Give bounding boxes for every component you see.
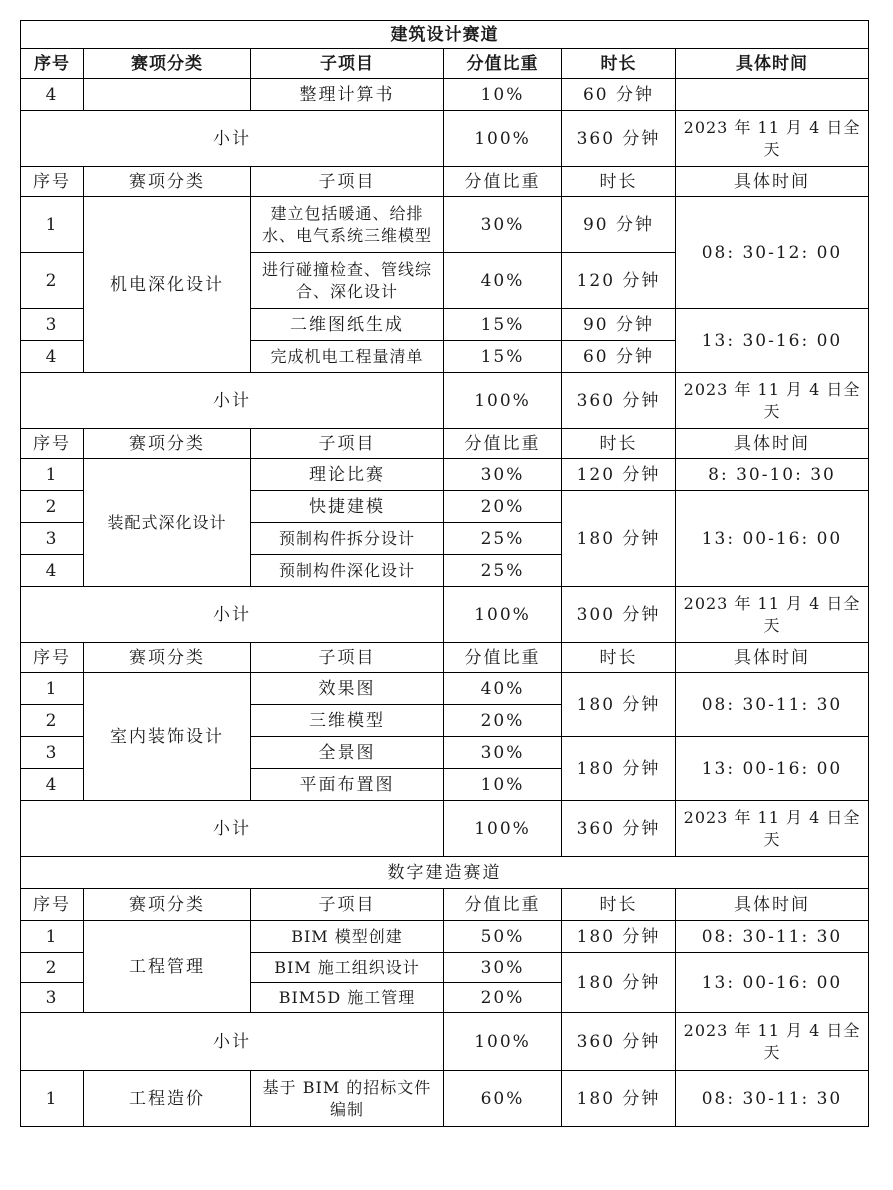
subtotal-label: 小计	[21, 587, 444, 643]
header-duration: 时长	[562, 49, 676, 79]
cell-seq: 4	[21, 79, 84, 111]
table-row	[21, 1071, 869, 1127]
subtotal-label: 小计	[21, 373, 444, 429]
cell-subitem: 预制构件深化设计	[251, 555, 444, 587]
cell-time: 13: 00-16: 00	[676, 491, 869, 587]
cell-duration: 180 分钟	[562, 673, 676, 737]
cell-weight: 30%	[444, 953, 562, 983]
cell-weight: 25%	[444, 523, 562, 555]
cell-weight: 30%	[444, 737, 562, 769]
cell-duration: 180 分钟	[562, 953, 676, 1013]
cell-time: 08: 30-11: 30	[676, 673, 869, 737]
cell-seq: 2	[21, 253, 84, 309]
header-weight: 分值比重	[444, 889, 562, 921]
cell-subitem: 建立包括暖通、给排水、电气系统三维模型	[251, 197, 444, 253]
cell-duration: 120 分钟	[562, 253, 676, 309]
cell-seq: 1	[21, 197, 84, 253]
cell-duration: 60 分钟	[562, 341, 676, 373]
subtotal-row	[21, 587, 869, 643]
cell-time: 8: 30-10: 30	[676, 459, 869, 491]
subtotal-row	[21, 801, 869, 857]
header-weight: 分值比重	[444, 167, 562, 197]
cell-seq: 3	[21, 309, 84, 341]
cell-weight: 25%	[444, 555, 562, 587]
cell-seq: 4	[21, 769, 84, 801]
header-time: 具体时间	[676, 167, 869, 197]
competition-schedule-table	[20, 20, 869, 1127]
cell-weight: 20%	[444, 491, 562, 523]
cell-subitem: 进行碰撞检查、管线综合、深化设计	[251, 253, 444, 309]
cell-time: 08: 30-11: 30	[676, 921, 869, 953]
cell-time: 08: 30-11: 30	[676, 1071, 869, 1127]
cell-weight: 15%	[444, 309, 562, 341]
cell-duration: 180 分钟	[562, 1071, 676, 1127]
section-row	[21, 857, 869, 889]
section-title-digital: 数字建造赛道	[21, 857, 869, 889]
cell-time: 13: 00-16: 00	[676, 953, 869, 1013]
cell-duration: 180 分钟	[562, 921, 676, 953]
header-weight: 分值比重	[444, 429, 562, 459]
cell-subitem: 基于 BIM 的招标文件编制	[251, 1071, 444, 1127]
cell-seq: 4	[21, 555, 84, 587]
cell-seq: 3	[21, 983, 84, 1013]
subtotal-duration: 360 分钟	[562, 1013, 676, 1071]
cell-seq: 1	[21, 1071, 84, 1127]
cell-seq: 1	[21, 921, 84, 953]
subtotal-time: 2023 年 11 月 4 日全天	[676, 1013, 869, 1071]
subtotal-time: 2023 年 11 月 4 日全天	[676, 373, 869, 429]
header-category: 赛项分类	[84, 889, 251, 921]
header-weight: 分值比重	[444, 643, 562, 673]
subtotal-label: 小计	[21, 801, 444, 857]
subtotal-time: 2023 年 11 月 4 日全天	[676, 587, 869, 643]
cell-subitem: 理论比赛	[251, 459, 444, 491]
cell-weight: 60%	[444, 1071, 562, 1127]
header-duration: 时长	[562, 643, 676, 673]
cell-category: 室内装饰设计	[84, 673, 251, 801]
subtotal-weight: 100%	[444, 373, 562, 429]
cell-time: 08: 30-12: 00	[676, 197, 869, 309]
header-subitem: 子项目	[251, 49, 444, 79]
section-title-building: 建筑设计赛道	[21, 21, 869, 49]
cell-category: 工程管理	[84, 921, 251, 1013]
cell-duration: 60 分钟	[562, 79, 676, 111]
header-category: 赛项分类	[84, 643, 251, 673]
cell-seq: 2	[21, 705, 84, 737]
table-row	[21, 197, 869, 253]
header-time: 具体时间	[676, 889, 869, 921]
header-subitem: 子项目	[251, 643, 444, 673]
subtotal-duration: 360 分钟	[562, 373, 676, 429]
cell-time: 13: 00-16: 00	[676, 737, 869, 801]
cell-weight: 40%	[444, 253, 562, 309]
header-category: 赛项分类	[84, 49, 251, 79]
cell-subitem: BIM 模型创建	[251, 921, 444, 953]
subtotal-duration: 360 分钟	[562, 801, 676, 857]
cell-subitem: BIM5D 施工管理	[251, 983, 444, 1013]
cell-category	[84, 79, 251, 111]
header-subitem: 子项目	[251, 889, 444, 921]
table-row	[21, 79, 869, 111]
cell-subitem: 整理计算书	[251, 79, 444, 111]
header-seq: 序号	[21, 643, 84, 673]
cell-subitem: 全景图	[251, 737, 444, 769]
header-category: 赛项分类	[84, 429, 251, 459]
subtotal-row	[21, 373, 869, 429]
subtotal-duration: 360 分钟	[562, 111, 676, 167]
header-category: 赛项分类	[84, 167, 251, 197]
subtotal-weight: 100%	[444, 111, 562, 167]
cell-duration: 180 分钟	[562, 737, 676, 801]
cell-duration: 90 分钟	[562, 309, 676, 341]
table-row	[21, 459, 869, 491]
cell-subitem: 效果图	[251, 673, 444, 705]
cell-weight: 20%	[444, 705, 562, 737]
header-seq: 序号	[21, 167, 84, 197]
header-weight: 分值比重	[444, 49, 562, 79]
subtotal-label: 小计	[21, 111, 444, 167]
header-row	[21, 643, 869, 673]
header-subitem: 子项目	[251, 429, 444, 459]
cell-subitem: 完成机电工程量清单	[251, 341, 444, 373]
cell-weight: 30%	[444, 459, 562, 491]
cell-weight: 30%	[444, 197, 562, 253]
subtotal-time: 2023 年 11 月 4 日全天	[676, 111, 869, 167]
cell-seq: 2	[21, 953, 84, 983]
cell-duration: 180 分钟	[562, 491, 676, 587]
section-row	[21, 21, 869, 49]
cell-seq: 3	[21, 523, 84, 555]
cell-subitem: 预制构件拆分设计	[251, 523, 444, 555]
cell-category: 工程造价	[84, 1071, 251, 1127]
table-row	[21, 921, 869, 953]
header-subitem: 子项目	[251, 167, 444, 197]
cell-category: 装配式深化设计	[84, 459, 251, 587]
header-time: 具体时间	[676, 49, 869, 79]
subtotal-weight: 100%	[444, 587, 562, 643]
header-duration: 时长	[562, 167, 676, 197]
header-row	[21, 167, 869, 197]
header-seq: 序号	[21, 889, 84, 921]
header-row	[21, 429, 869, 459]
cell-weight: 15%	[444, 341, 562, 373]
cell-weight: 50%	[444, 921, 562, 953]
cell-seq: 1	[21, 673, 84, 705]
cell-weight: 10%	[444, 769, 562, 801]
header-time: 具体时间	[676, 643, 869, 673]
cell-time	[676, 79, 869, 111]
subtotal-weight: 100%	[444, 1013, 562, 1071]
cell-seq: 4	[21, 341, 84, 373]
subtotal-label: 小计	[21, 1013, 444, 1071]
cell-duration: 90 分钟	[562, 197, 676, 253]
cell-subitem: 三维模型	[251, 705, 444, 737]
cell-weight: 10%	[444, 79, 562, 111]
schedule-page	[20, 20, 869, 1127]
cell-weight: 20%	[444, 983, 562, 1013]
cell-seq: 2	[21, 491, 84, 523]
subtotal-row	[21, 1013, 869, 1071]
cell-category: 机电深化设计	[84, 197, 251, 373]
cell-weight: 40%	[444, 673, 562, 705]
cell-seq: 1	[21, 459, 84, 491]
cell-subitem: 快捷建模	[251, 491, 444, 523]
header-seq: 序号	[21, 429, 84, 459]
header-row	[21, 49, 869, 79]
cell-duration: 120 分钟	[562, 459, 676, 491]
subtotal-weight: 100%	[444, 801, 562, 857]
cell-time: 13: 30-16: 00	[676, 309, 869, 373]
subtotal-duration: 300 分钟	[562, 587, 676, 643]
header-seq: 序号	[21, 49, 84, 79]
cell-subitem: 二维图纸生成	[251, 309, 444, 341]
header-time: 具体时间	[676, 429, 869, 459]
cell-subitem: 平面布置图	[251, 769, 444, 801]
subtotal-time: 2023 年 11 月 4 日全天	[676, 801, 869, 857]
header-duration: 时长	[562, 429, 676, 459]
subtotal-row	[21, 111, 869, 167]
table-row	[21, 673, 869, 705]
header-row	[21, 889, 869, 921]
header-duration: 时长	[562, 889, 676, 921]
cell-seq: 3	[21, 737, 84, 769]
cell-subitem: BIM 施工组织设计	[251, 953, 444, 983]
